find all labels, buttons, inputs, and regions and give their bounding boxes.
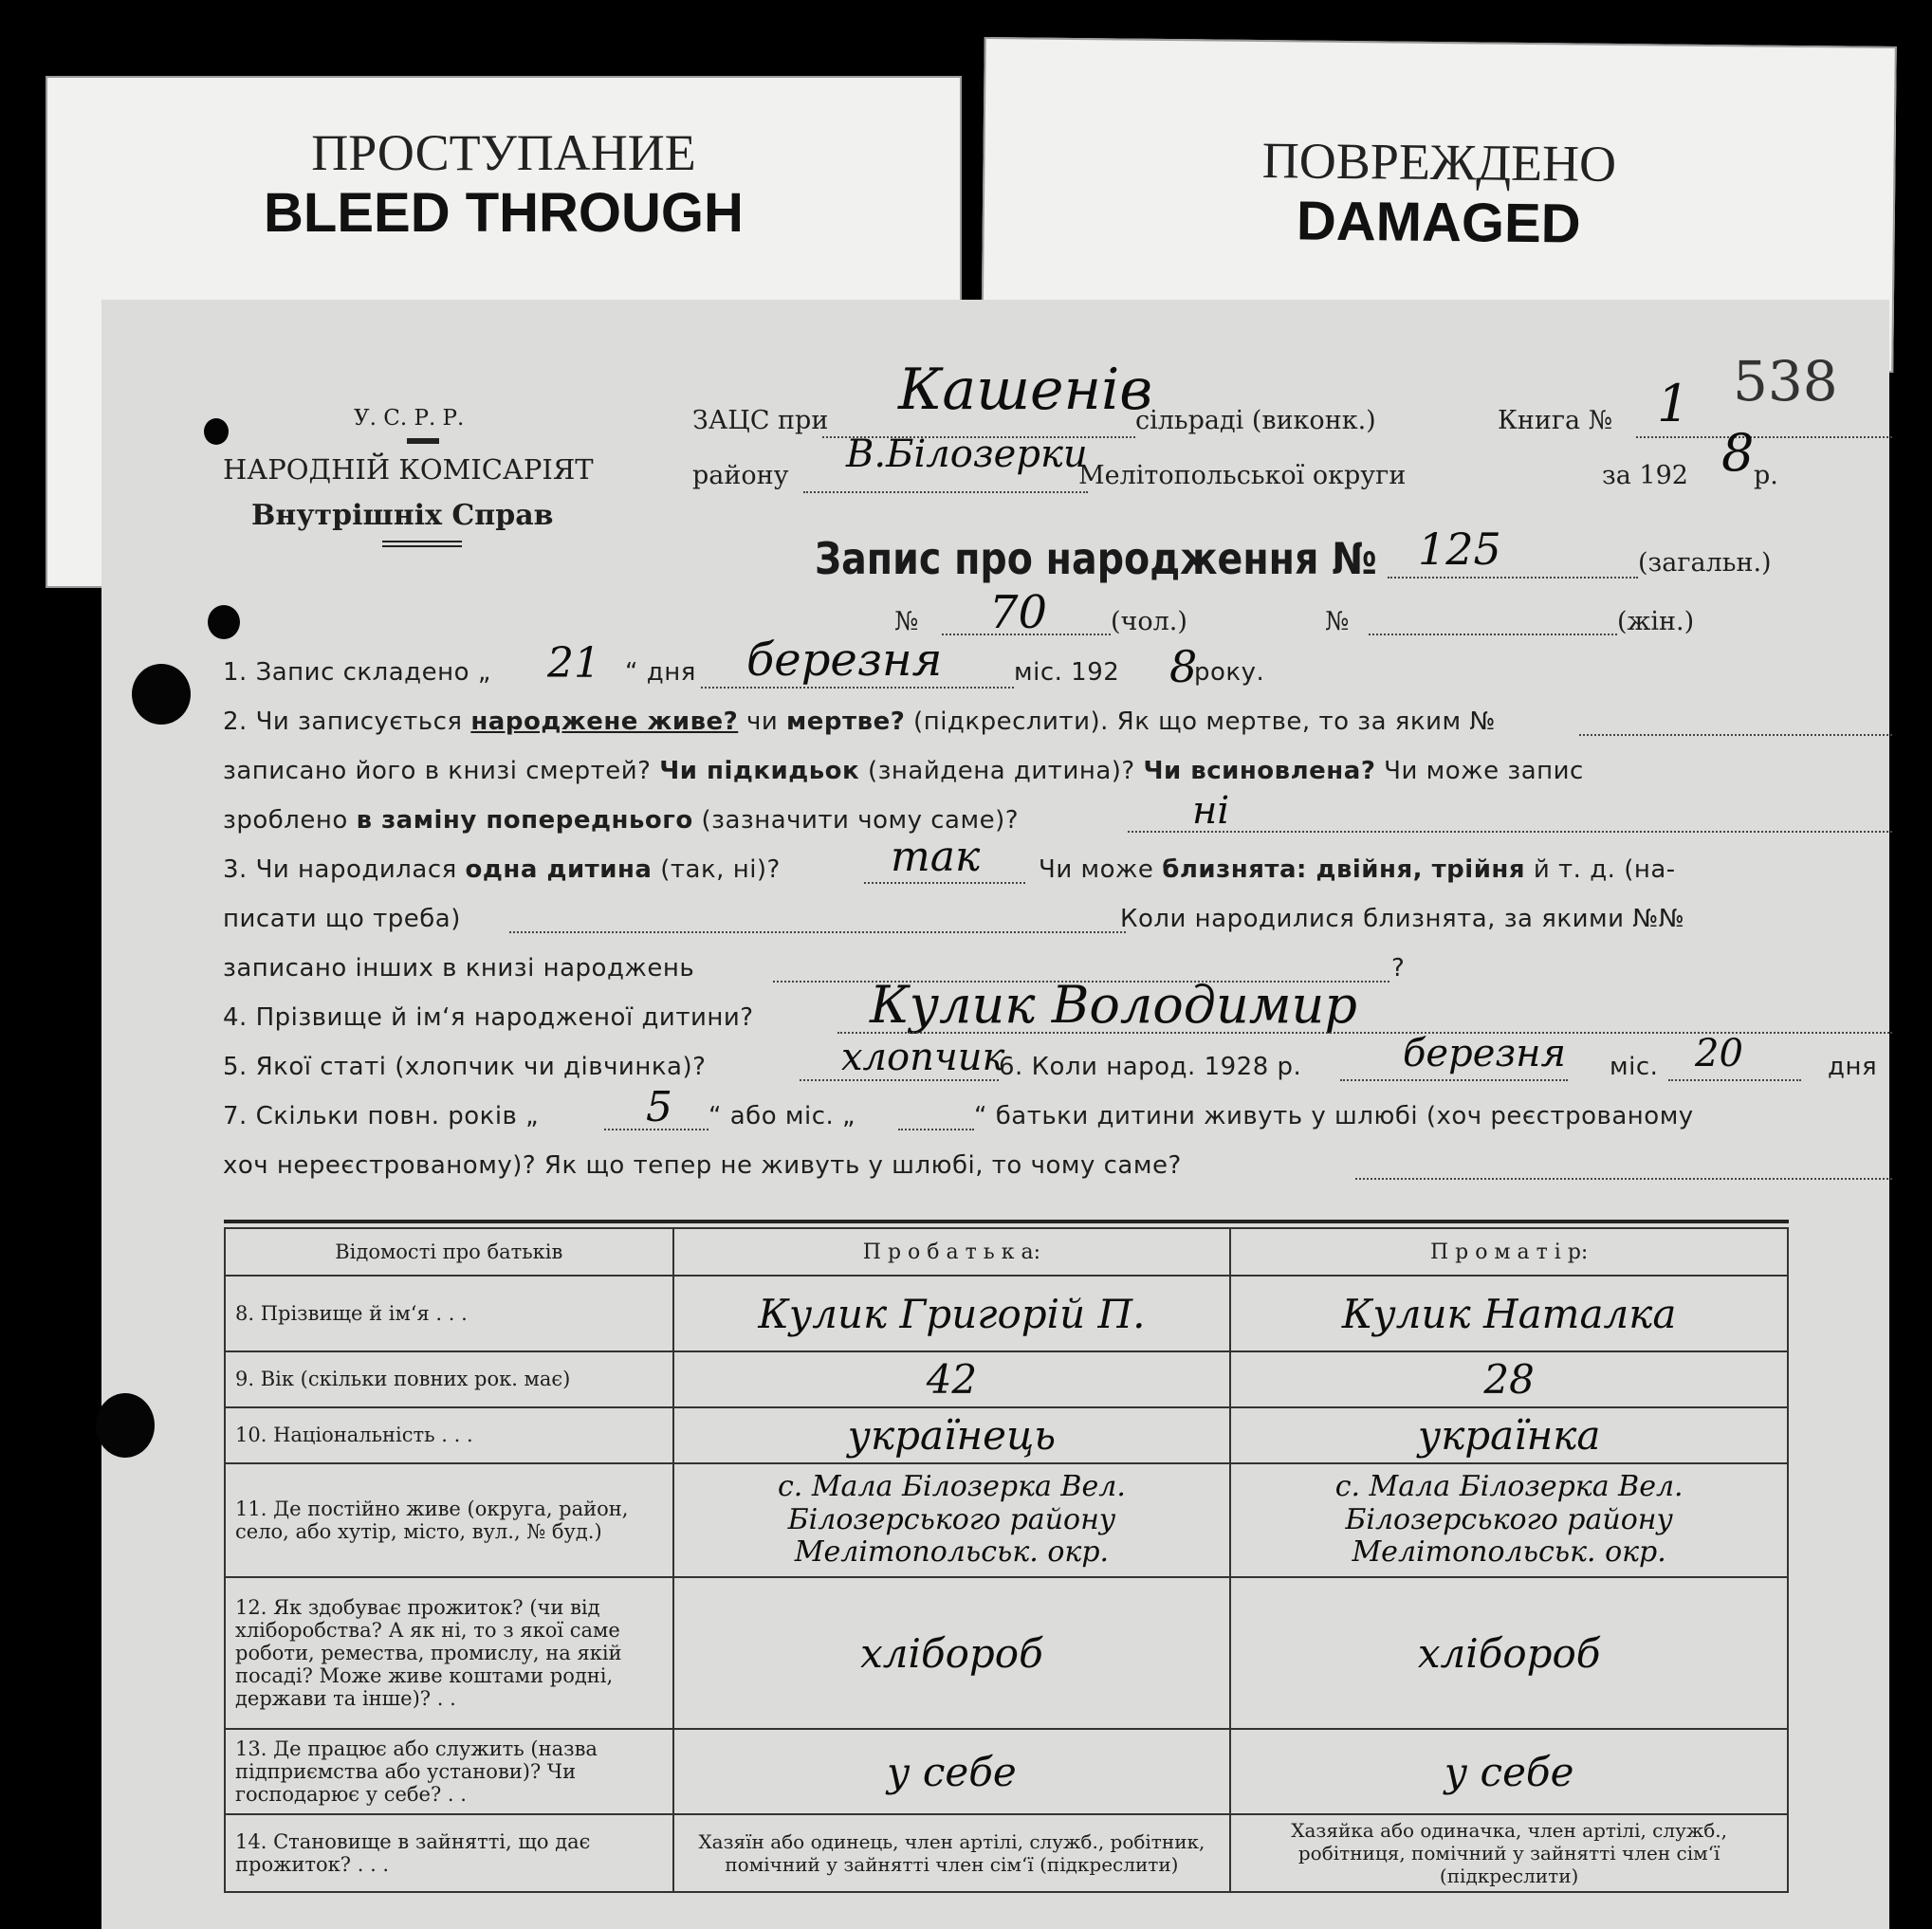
female-no-label: № [1325, 607, 1350, 636]
item3-line2b: Коли народилися близнята, за якими №№ [1120, 905, 1685, 933]
female-line [1369, 634, 1617, 635]
item6-month-line [1340, 1079, 1568, 1081]
item3-line1b [1039, 855, 1676, 884]
punch-hole [204, 418, 229, 445]
item1-d: року. [1194, 658, 1265, 687]
okruha-label: Мелітопольської округи [1078, 461, 1407, 490]
item3-line [864, 882, 1025, 884]
item6-mis: міс. [1610, 1053, 1659, 1081]
item5-value: хлопчик [841, 1036, 1005, 1079]
general-line [1388, 577, 1638, 579]
item2-death-line [1579, 734, 1892, 736]
table-top-rule [224, 1220, 1789, 1223]
item2-adopted: Чи всиновлена? [1143, 757, 1376, 785]
father-value: у себе [673, 1729, 1231, 1814]
row-label: 14. Становище в зайнятті, що дає прожиток? . . . [225, 1814, 673, 1892]
item6-dnya: дня [1828, 1053, 1878, 1081]
item3-single: одна дитина [465, 855, 653, 884]
raion-label: району [692, 461, 789, 490]
header-cell: Відомості про батьків [225, 1228, 673, 1276]
father-value: 42 [673, 1351, 1231, 1407]
item1-a: 1. Запис складено „ [223, 658, 491, 687]
item7-reason-line [1355, 1178, 1892, 1180]
row-label: 13. Де працює або служить (назва підприємства або установи)? Чи господарює у себе? . . [225, 1729, 673, 1814]
zags-suffix: сільраді (виконк.) [1135, 406, 1376, 435]
father-value: Хазяїн або одинець, член артілі, служб., робітник, помічний у зайнятті член сім‘ї (підкреслити) [673, 1814, 1231, 1892]
mother-value: Хазяйка або одиначка, член артілі, служб., робітниця, помічний у зайнятті член сім‘ї (підкреслити) [1230, 1814, 1788, 1892]
item2-value: ні [1192, 789, 1230, 833]
damaged-en: DAMAGED [1296, 190, 1581, 255]
female-label: (жін.) [1617, 607, 1695, 636]
item2-replacement: в заміну попереднього [356, 806, 693, 835]
punch-hole [208, 605, 240, 639]
item3-twins-line [509, 931, 1126, 933]
item7-c: “ батьки дитини живуть у шлюбі (хоч реєстрованому [974, 1102, 1694, 1130]
raion-value: В.Білозерки [846, 432, 1088, 476]
mother-value: українка [1230, 1407, 1788, 1463]
item4-value: Кулик Володимир [870, 975, 1357, 1035]
item7-years: 5 [646, 1083, 672, 1131]
zags-prefix: ЗАЦС при [692, 406, 829, 435]
item6-month: березня [1403, 1032, 1567, 1075]
table-header-row [225, 1228, 1788, 1276]
item3-twins: близнята: двійня, трійня [1162, 855, 1526, 884]
zags-value: Кашенів [898, 357, 1153, 423]
father-value: українець [673, 1407, 1231, 1463]
item2-dead: мертве? [786, 707, 906, 736]
ussr-label: У. С. Р. Р. [354, 406, 465, 431]
item7-a: 7. Скільки повн. років „ [223, 1102, 540, 1130]
item2-foundling: Чи підкидьок [659, 757, 860, 785]
item7-line2: хоч нереєстрованому)? Як що тепер не живуть у шлюбі, то чому саме? [223, 1151, 1182, 1180]
item1-line [701, 687, 1014, 689]
header-cell: П р о б а т ь к а: [673, 1228, 1231, 1276]
male-no-label: № [894, 607, 919, 636]
table-row [225, 1577, 1788, 1729]
header-rule [382, 545, 462, 547]
item7-b: “ або міс. „ [708, 1102, 856, 1130]
item1-c: міс. 192 [1014, 658, 1120, 687]
table-row [225, 1729, 1788, 1814]
raion-line [803, 491, 1088, 493]
item3-line3a: записано інших в книзі народжень [223, 954, 695, 983]
item2-text: 2. Чи записується [223, 707, 471, 736]
male-number: 70 [989, 586, 1048, 639]
item3-line2a: писати що треба) [223, 905, 461, 933]
item2-text: (підкреслити). Як що мертве, то за яким № [905, 707, 1496, 736]
header-cell: П р о м а т і р: [1230, 1228, 1788, 1276]
row-label: 8. Прізвище й ім‘я . . . [225, 1276, 673, 1351]
item2-text: записано його в книзі смертей? [223, 757, 660, 785]
item6-day: 20 [1695, 1032, 1743, 1075]
item5-label: 5. Якої статі (хлопчик чи дівчинка)? [223, 1053, 707, 1081]
item6-day-line [1668, 1079, 1801, 1081]
item4-label: 4. Прізвище й ім‘я народженої дитини? [223, 1003, 754, 1032]
item2-answer-line [1128, 831, 1892, 833]
item2-text: Чи може запис [1375, 757, 1584, 785]
item1-b: “ дня [625, 658, 696, 687]
male-label: (чол.) [1111, 607, 1187, 636]
year-value: 8 [1721, 423, 1755, 483]
mother-value: с. Мала Білозерка Вел. Білозерського району Мелітопольськ. окр. [1230, 1463, 1788, 1577]
mother-value: 28 [1230, 1351, 1788, 1407]
male-line [942, 634, 1111, 635]
table-row [225, 1276, 1788, 1351]
item5-line [800, 1079, 999, 1081]
table-row [225, 1407, 1788, 1463]
item2-line1 [223, 707, 1496, 736]
item7-years-line [604, 1129, 708, 1130]
item3-text: Чи може [1039, 855, 1163, 884]
mother-value: хлібороб [1230, 1577, 1788, 1729]
item3-value: так [891, 833, 981, 881]
commissariat-label: НАРОДНІЙ КОМІСАРІЯТ [223, 453, 594, 486]
internal-affairs-label: Внутрішніх Справ [251, 499, 554, 532]
year-suffix: р. [1754, 461, 1778, 490]
damaged-ru: ПОВРЕЖДЕНО [1261, 132, 1617, 193]
item1-month: березня [746, 634, 943, 687]
row-label: 11. Де постійно живе (округа, район, село, або хутір, місто, вул., № буд.) [225, 1463, 673, 1577]
item6-label: 6. Коли народ. 1928 р. [999, 1053, 1302, 1081]
table-row [225, 1814, 1788, 1892]
father-value: хлібороб [673, 1577, 1231, 1729]
punch-hole [132, 664, 191, 725]
record-title: Запис про народження № [815, 533, 1377, 584]
header-rule [382, 541, 462, 542]
item2-text: (зазначити чому саме)? [692, 806, 1020, 835]
table-row [225, 1463, 1788, 1577]
book-label: Книга № [1498, 406, 1613, 435]
table-row [225, 1351, 1788, 1407]
item3-text: 3. Чи народилася [223, 855, 466, 884]
punch-hole [96, 1393, 155, 1458]
parents-table [224, 1227, 1789, 1893]
book-line [1636, 436, 1892, 438]
item1-year: 8 [1169, 641, 1198, 692]
father-value: Кулик Григорій П. [673, 1276, 1231, 1351]
header-mark [407, 438, 439, 444]
item1-day: 21 [547, 639, 600, 688]
item2-line3 [223, 806, 1019, 835]
mother-value: у себе [1230, 1729, 1788, 1814]
item3-line3b: ? [1391, 954, 1406, 983]
bleed-through-ru: ПРОСТУПАНИЕ [311, 124, 696, 181]
item2-text: чи [738, 707, 787, 736]
item2-alive: народжене живе? [470, 707, 739, 736]
row-label: 10. Національність . . . [225, 1407, 673, 1463]
row-label: 9. Вік (скільки повних рок. має) [225, 1351, 673, 1407]
item3-text: й т. д. (на- [1525, 855, 1676, 884]
archive-number: 538 [1733, 349, 1838, 413]
row-label: 12. Як здобуває прожиток? (чи від хліборобства? А як ні, то з якої саме роботи, ремества, промислу, на якій посаді? Може живе коштами родні, держави та інше)? . . [225, 1577, 673, 1729]
item3-line1a [223, 855, 781, 884]
item2-text: (знайдена дитина)? [859, 757, 1144, 785]
bleed-through-en: BLEED THROUGH [264, 182, 744, 245]
mother-value: Кулик Наталка [1230, 1276, 1788, 1351]
item7-months-line [898, 1129, 974, 1130]
item2-text: зроблено [223, 806, 357, 835]
book-value: 1 [1657, 374, 1690, 433]
general-label: (загальн.) [1638, 548, 1772, 578]
father-value: с. Мала Білозерка Вел. Білозерського району Мелітопольськ. окр. [673, 1463, 1231, 1577]
item3-text: (так, ні)? [652, 855, 781, 884]
general-number: 125 [1418, 524, 1501, 575]
year-label: за 192 [1602, 461, 1688, 490]
item2-line2 [223, 757, 1584, 785]
